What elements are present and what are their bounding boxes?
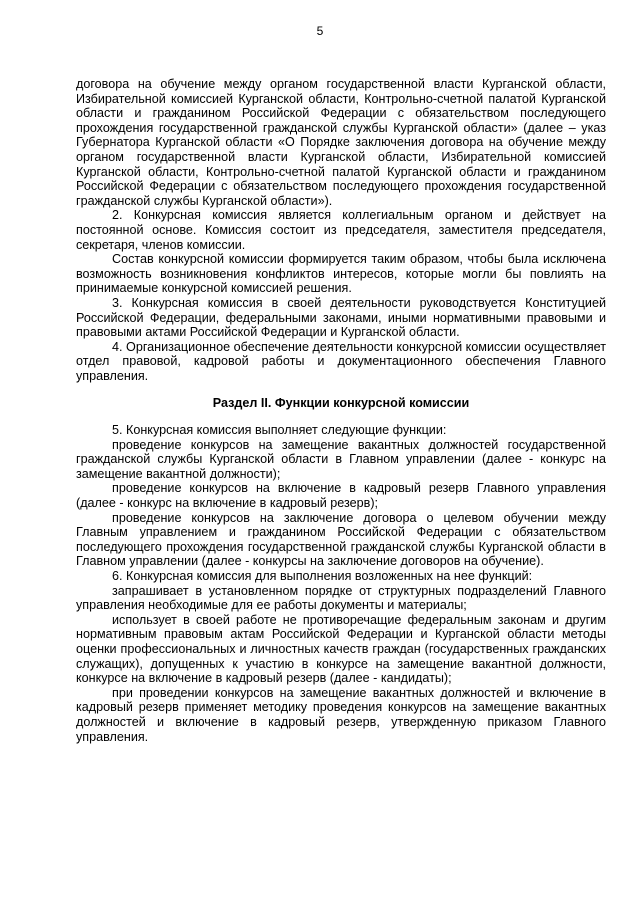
paragraph-item-2: 2. Конкурсная комиссия является коллегиальным органом и действует на постоянной основе. Комиссия состоит из председателя, заместителя председателя, секретаря, членов комиссии. xyxy=(76,208,606,252)
paragraph-item-3: 3. Конкурсная комиссия в своей деятельности руководствуется Конституцией Российской Федерации, федеральными законами, иными нормативными правовыми и правовыми актами Российской Федерации и Курганской области. xyxy=(76,295,606,340)
document-body xyxy=(76,77,606,744)
function-item: проведение конкурсов на включение в кадровый резерв Главного управления (далее - конкурс на включение в кадровый резерв); xyxy=(76,481,606,511)
paragraph-continuation: договора на обучение между органом государственной власти Курганской области, Избирательной комиссией Курганской области, Контрольно-счетной палатой Курганской области и гражданином Российской Федерации с обязательством последующего прохождения государственной гражданской службы Курганской области» (далее – указ Губернатора Курганской области «О Порядке заключения договора на обучение между органом государственной власти Курганской области, Избирательной комиссией Курганской области, Контрольно-счетной палатой Курганской области и гражданином Российской Федерации с обязательством последующего прохождения государственной гражданской службы Курганской области»). xyxy=(76,77,606,208)
paragraph-item-6: 6. Конкурсная комиссия для выполнения возложенных на нее функций: xyxy=(112,569,533,583)
power-item: использует в своей работе не противоречащие федеральным законам и другим нормативным правовым актам Российской Федерации и Курганской области методы оценки профессиональных и личностных качеств граждан (государственных гражданских служащих), допущенных к участию в конкурсе на замещение вакантной должности, конкурсе на включение в кадровый резерв (далее - кандидаты); xyxy=(76,612,606,686)
paragraph-item-4: 4. Организационное обеспечение деятельности конкурсной комиссии осуществляет отдел правовой, кадровой работы и документационного обеспечения Главного управления. xyxy=(76,339,606,383)
page-number: 5 xyxy=(316,24,324,38)
section-heading: Раздел II. Функции конкурсной комиссии xyxy=(212,396,470,411)
function-item: проведение конкурсов на заключение договора о целевом обучении между Главным управлением и гражданином Российской Федерации с обязательством последующего прохождения государственной гражданской службы Курганской области в Главном управлении (далее - конкурсы на заключение договоров на обучение). xyxy=(76,510,606,569)
function-item: проведение конкурсов на замещение вакантных должностей государственной гражданской службы Курганской области в Главном управлении (далее - конкурс на замещение вакантной должности); xyxy=(76,437,606,481)
power-item: при проведении конкурсов на замещение вакантных должностей и включение в кадровый резерв применяет методику проведения конкурсов на замещение вакантных должностей и включение в кадровый резерв, утвержденную приказом Главного управления. xyxy=(76,685,606,744)
paragraph-commission-composition: Состав конкурсной комиссии формируется таким образом, чтобы была исключена возможность возникновения конфликтов интересов, которые могли бы повлиять на принимаемые конкурсной комиссией решения. xyxy=(76,252,606,296)
paragraph-item-5: 5. Конкурсная комиссия выполняет следующие функции: xyxy=(112,423,447,438)
power-item: запрашивает в установленном порядке от структурных подразделений Главного управления необходимые для ее работы документы и материалы; xyxy=(76,583,606,613)
